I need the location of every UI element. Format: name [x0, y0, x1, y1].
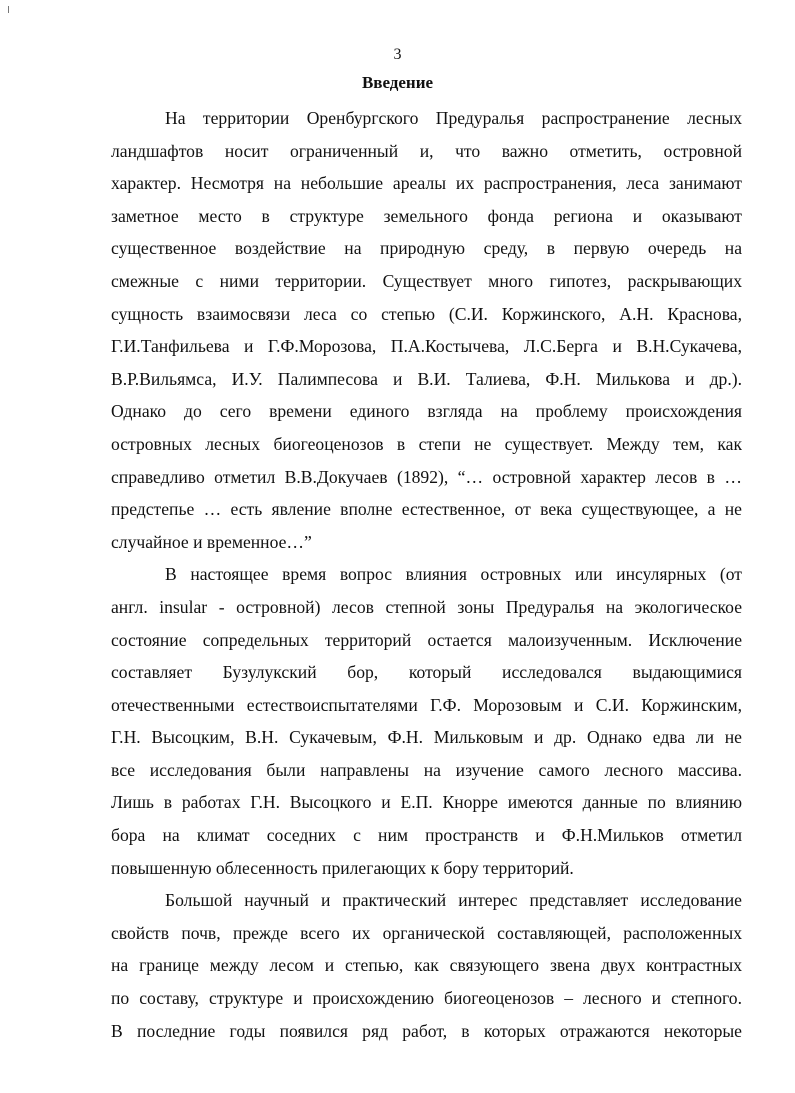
paragraph — [111, 102, 742, 558]
text-line: Г.И.Танфильева и Г.Ф.Морозова, П.А.Костычева, Л.С.Берга и В.Н.Сукачева, — [111, 336, 742, 357]
text-line: В последние годы появился ряд работ, в которых отражаются некоторые — [111, 1020, 742, 1041]
text-line: справедливо отметил В.В.Докучаев (1892), “… островной характер лесов в … — [111, 466, 742, 487]
text-line: свойств почв, прежде всего их органической составляющей, расположенных — [111, 922, 742, 943]
text-line: заметное место в структуре земельного фонда региона и оказывают — [111, 205, 742, 226]
text-line: отечественными естествоиспытателями Г.Ф. Морозовым и С.И. Коржинским, — [111, 694, 742, 715]
text-line: составляет Бузулукский бор, который исследовался выдающимися — [111, 662, 742, 683]
text-line: состояние сопредельных территорий остается малоизученным. Исключение — [111, 629, 742, 650]
text-line: В.Р.Вильямса, И.У. Палимпесова и В.И. Талиева, Ф.Н. Милькова и др.). — [111, 368, 742, 389]
paragraph — [111, 884, 742, 1047]
text-line: Г.Н. Высоцким, В.Н. Сукачевым, Ф.Н. Мильковым и др. Однако едва ли не — [111, 727, 742, 748]
text-line: Большой научный и практический интерес представляет исследование — [165, 890, 742, 911]
scan-edge-mark — [8, 6, 9, 13]
body-text — [111, 102, 742, 1047]
text-line: сущность взаимосвязи леса со степью (С.И. Коржинского, А.Н. Краснова, — [111, 303, 742, 324]
text-line: случайное и временное…” — [111, 531, 312, 552]
text-line: предстепье … есть явление вполне естественное, от века существующее, а не — [111, 499, 742, 520]
text-line: ландшафтов носит ограниченный и, что важно отметить, островной — [111, 140, 742, 161]
text-line: смежные с ними территории. Существует много гипотез, раскрывающих — [111, 270, 742, 291]
text-line: характер. Несмотря на небольшие ареалы их распространения, леса занимают — [111, 173, 742, 194]
text-line: на границе между лесом и степью, как связующего звена двух контрастных — [111, 955, 742, 976]
text-line: все исследования были направлены на изучение самого лесного массива. — [111, 759, 742, 780]
section-heading: Введение — [361, 73, 434, 92]
text-line: по составу, структуре и происхождению биогеоценозов – лесного и степного. — [111, 988, 742, 1009]
text-line: существенное воздействие на природную среду, в первую очередь на — [111, 238, 742, 259]
text-line: Лишь в работах Г.Н. Высоцкого и Е.П. Кнорре имеются данные по влиянию — [111, 792, 742, 813]
text-line: англ. insular - островной) лесов степной зоны Предуралья на экологическое — [111, 596, 742, 617]
paragraph — [111, 558, 742, 884]
text-line: повышенную облесенность прилегающих к бору территорий. — [111, 857, 574, 878]
text-line: бора на климат соседних с ним пространств и Ф.Н.Мильков отметил — [111, 825, 742, 846]
page-number: 3 — [393, 46, 402, 63]
text-line: Однако до сего времени единого взгляда на проблему происхождения — [111, 401, 742, 422]
text-line: На территории Оренбургского Предуралья распространение лесных — [165, 108, 742, 128]
text-line: В настоящее время вопрос влияния островных или инсулярных (от — [165, 564, 742, 585]
text-line: островных лесных биогеоценозов в степи не существует. Между тем, как — [111, 433, 742, 454]
